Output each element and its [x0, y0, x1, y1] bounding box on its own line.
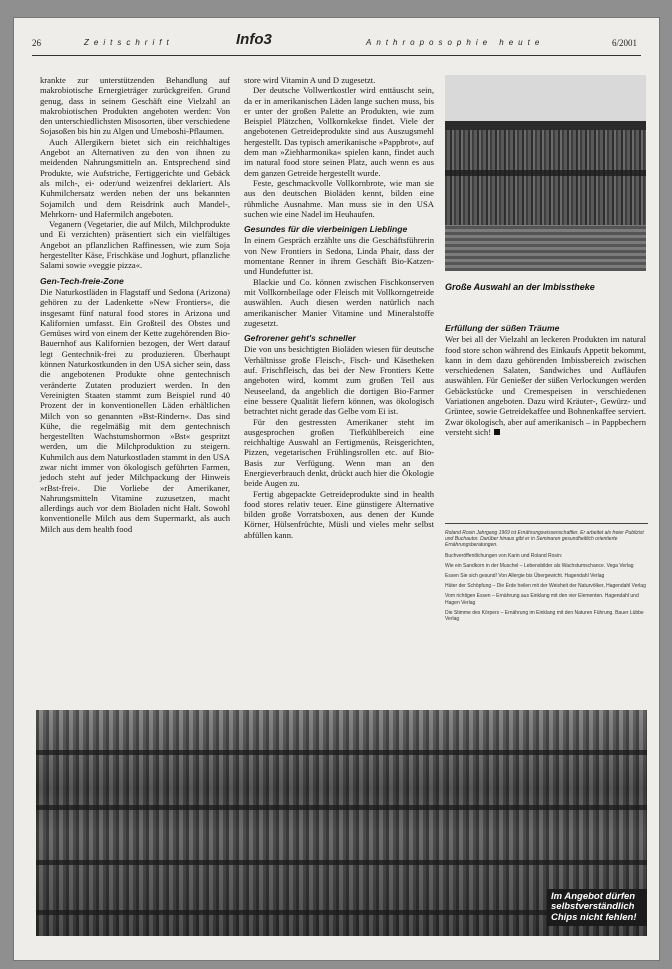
photo-caption: Im Angebot dürfen selbstverständlich Chips nicht fehlen!	[547, 889, 647, 927]
column-1	[40, 75, 230, 534]
brand-logo: Info3	[236, 31, 272, 48]
series-title: Zeitschrift	[84, 38, 174, 47]
paragraph: Feste, geschmackvolle Vollkornbrote, wie man sie aus den deutschen Bioläden kennt, bilden eine rühmliche Ausnahme. Man muss sie in den USA suchen wie eine Nadel im Heuhaufen.	[244, 177, 434, 219]
paragraph: In einem Gespräch erzählte uns die Geschäftsführerin von New Frontiers in Sedona, Linda Phair, dass der momentane Renner in ihrem Geschäft Bio-Katzen- und Hundefutter ist.	[244, 235, 434, 277]
end-mark-icon	[494, 429, 500, 435]
paragraph: store wird Vitamin A und D zugesetzt.	[244, 75, 376, 85]
paragraph: Blackie und Co. können zwischen Fischkonserven mit Vollkornbeilage oder Fleisch mit Vollkorngetreide auswählen. Auch diesen werden natürlich nach amerikanischer Manier Vitamine und Mineralstoffe zugesetzt.	[244, 276, 434, 328]
issue-number: 6/2001	[612, 38, 638, 48]
section-heading: Erfüllung der süßen Träume	[445, 323, 560, 333]
book-entry: Vom richtigen Essen – Ernährung aus Einklang mit den vier Elementen. Hagendahl und Hagen Verlag	[445, 593, 639, 606]
paragraph-text: Wer bei all der Vielzahl an leckeren Produkten im natural food store schon während des Einkaufs Appetit bekommt, kann in dem dazu gehörenden Imbissbereich zwischen verschiedenen Salaten, Sandwiches und Aufläufen auswählen. Für Genießer der süßen Verlockungen werden Gebäckstücke und Cremespeisen in verschiedenen Variationen angeboten. Dazu wird Kräuter-, Gewürz- und Grüntee, sowie Getreidekaffee und Bohnenkaffee serviert. Zwar ökologisch, aber auf amerikanisch – in Pappbechern versteht sich!	[445, 334, 646, 437]
paragraph: Die von uns besichtigten Bioläden wiesen für deutsche Verhältnisse große Fleisch-, Fisch- und Käsetheken auf. Frischfleisch, das bei der New Frontiers Kette angeboten wird, kommt zum großen Teil aus Neuseeland, da angeblich die dortigen Bio-Farmer eine bessere Qualität liefern können, was ökologisch betrachtet nicht gerade das Gelbe vom Ei ist.	[244, 344, 434, 417]
snack-counter-photo	[445, 75, 646, 271]
book-entry: Essen Sie sich gesund! Von Allergie bis Übergewicht. Hagendahl Verlag	[445, 573, 605, 580]
magazine-title: Anthroposophie heute	[366, 38, 545, 47]
section-heading: Gen-Tech-freie-Zone	[40, 275, 124, 286]
paragraph: krankte zur unterstützenden Behandlung auf makrobiotische Ernergieträger zurückgreifen. Grund genug, dass in seinem Geschäft eine Vielzahl an makrobiotischen Produkten angeboten werden: Von den unterschiedlichsten Misosorten, über verschiedene Sojasoßen bis hin zu Algen und Umeboshi-Pflaumen.	[40, 75, 230, 137]
book-entry: Hüter der Schöpfung – Die Erde heilen mit der Weisheit der Naturvölker, Hagendahl Verlag	[445, 583, 646, 590]
section-heading: Gesundes für die vierbeinigen Lieblinge	[244, 224, 408, 235]
paragraph: Für den gestressten Amerikaner steht im ausgesprochen großen Tiefkühlbereich eine reichhaltige Auswahl an Fertigmenüs, Reisgerichten, Pizzen, vegetarischen Frühlingsrollen etc. auf Bio-Basis zur Verfügung. Wenn man an den Energieverbrauch denkt, drückt auch hier die Ökologie beide Augen zu.	[244, 416, 434, 489]
book-entry: Wie ein Sandkorn in der Muschel – Lebensbilder als Wachstumschance. Vega Verlag	[445, 562, 634, 569]
magazine-page	[14, 18, 659, 960]
page-number: 26	[32, 38, 41, 48]
column-2	[244, 75, 434, 540]
books-intro: Buchveröffentlichungen von Karin und Roland Rosin:	[445, 552, 563, 559]
paragraph: Der deutsche Vollwertkostler wird enttäuscht sein, da er in amerikanischen Läden lange suchen muss, bis er unter der großen Palette an Produkten, wie zum Beispiel Plätzchen, Vollkornkekse findet. Viele der angebotenen Getreideprodukte sind aus Auszugsmehl hergestellt. Das typisch amerikanische »Pappbrot«, auf dem man »Ziehharmonika« spielen kann, findet auch im natural food store seinen Platz, auch wenn es aus dem ganzen Getreide hergestellt wurde.	[244, 85, 434, 178]
paragraph: Fertig abgepackte Getreideprodukte sind in health food stores relativ teuer. Eine günstigere Alternative bilden große Vorratsboxen, aus denen der Kunde Körner, Hülsenfrüchte, Müsli und vieles mehr selbst abfüllen kann.	[244, 488, 434, 540]
chips-shelf-photo	[36, 710, 647, 936]
header-rule	[32, 55, 641, 56]
photo-caption: Große Auswahl an der Imbisstheke	[445, 282, 595, 292]
paragraph: Die Naturkostläden in Flagstaff und Sedona (Arizona) gehören zu der Ladenkette »New Frontiers«, die insgesamt fünf natural food stores in Arizona und Kalifornien umfasst. Ein Großteil des Obstes und Gemüses wird von einem der Kette zugehörenden Bio-Bauernhof aus Kalifornien bezogen, der Wert darauf legt Gentechnik-frei zu produzieren. Überhaupt können Naturkostkunden in den USA sicher sein, dass die angebotenen Produkte ohne gentechnisch veränderte Zutaten produziert werden. In den Vereinigten Staaten stammt zum Beispiel rund 40 Prozent der in konventionellen Läden erhältlichen Milch von so genannten »Bst-Rindern«. Das sind Kühe, die regelmäßig mit dem gentechnisch hergestellten Wachstumshormon »Bst« gespritzt werden, um die Milchproduktion zu steigern. Kuhmilch aus dem Naturkostladen stammt in den USA zwar nicht immer von ökologisch geführten Farmen, jedoch steht auf jeder Milchpackung der Hinweis »rBst-frei«. Die Vorliebe der Amerikaner, Nahrungsmitteln Vitamine zuzusetzen, macht allerdings auch vor dem Bioladen nicht Halt. Sowohl konventionelle Milch aus dem Supermarkt, als auch Milch aus dem health food	[40, 286, 230, 534]
section-heading: Gefrorener geht's schneller	[244, 333, 356, 344]
paragraph: Auch Allergikern bietet sich ein reichhaltiges Angebot an Alternativen zu den von ihnen zu meidenden Nahrungsmitteln an. Entsprechend sind Produkte, wie Aufstriche, Fertiggerichte und Gebäck als milch-, ei- oder/und weizenfrei deklariert. Als Kuhmilchersatz werden neben der uns bekannten Sojamilch und dem Reisdrink auch Mandel-, Mehrkorn- und Hafermilch angeboten.	[40, 136, 230, 219]
author-bio: Roland Rosin Jahrgang 1969 ist Ernährungswissenschaftler. Er arbeitet als freier Publizist und Buchautor. Darüber hinaus gibt er in Seminaren gesundheitlich orientierte Ernährungsberatungen.	[445, 530, 644, 549]
book-entry: Die Stimme des Körpers – Ernährung im Einklang mit den Naturen Führung. Bauer Lübbe Verlag	[445, 609, 644, 623]
paragraph	[445, 334, 646, 437]
author-info-box	[445, 523, 648, 723]
page-header	[14, 18, 659, 52]
paragraph: Veganern (Vegetarier, die auf Milch, Milchprodukte und Ei verzichten) präsentiert sich ein vielfältiges Angebot an pflanzlichen Raffinessen, wie zum Soja hergestellter Käse, Frischkäse und Joghurt, pflanzliche Salami sowie »veggie pizza«.	[40, 219, 230, 271]
column-3	[445, 318, 646, 437]
